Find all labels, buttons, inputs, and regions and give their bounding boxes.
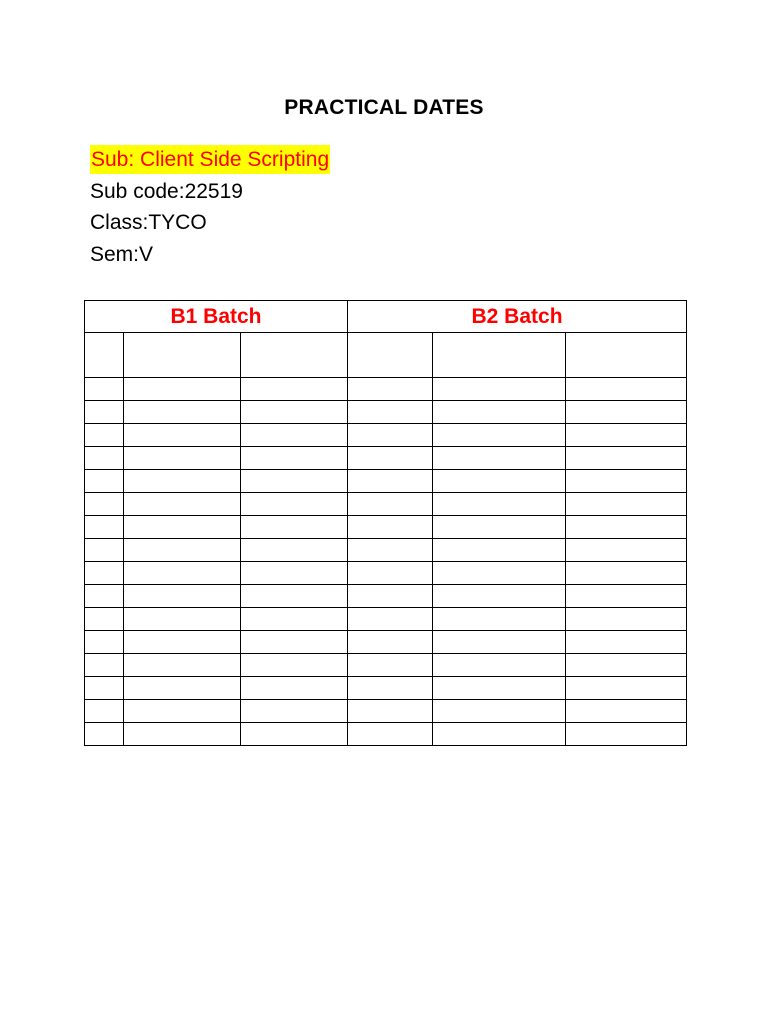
table-cell: [566, 677, 687, 700]
table-cell: [241, 585, 348, 608]
table-cell: [348, 378, 433, 401]
table-cell: [124, 333, 241, 378]
table-cell: [241, 516, 348, 539]
table-cell: [124, 677, 241, 700]
table-cell: [124, 401, 241, 424]
table-cell: [566, 585, 687, 608]
table-cell: [85, 378, 124, 401]
table-cell: [433, 493, 566, 516]
table-cell: [85, 585, 124, 608]
table-cell: [348, 539, 433, 562]
table-cell: [348, 585, 433, 608]
table-cell: [241, 447, 348, 470]
table-cell: [85, 401, 124, 424]
subject-code-line: Sub code:22519: [90, 179, 243, 203]
table-cell: [241, 424, 348, 447]
table-cell: [566, 631, 687, 654]
table-cell: [433, 333, 566, 378]
batch-header-row: [85, 301, 687, 333]
table-cell: [433, 470, 566, 493]
table-cell: [348, 723, 433, 746]
subject-line-wrapper: [90, 144, 330, 176]
table-cell: [433, 608, 566, 631]
table-cell: [566, 493, 687, 516]
table-cell: [85, 539, 124, 562]
table-cell: [241, 723, 348, 746]
table-cell: [124, 493, 241, 516]
sub-header-row: [85, 333, 687, 378]
table-cell: [124, 608, 241, 631]
table-cell: [241, 401, 348, 424]
table-cell: [433, 424, 566, 447]
table-cell: [566, 700, 687, 723]
table-cell: [85, 562, 124, 585]
table-cell: [433, 654, 566, 677]
table-cell: [124, 631, 241, 654]
table-cell: [566, 447, 687, 470]
table-cell: [566, 401, 687, 424]
table-cell: [241, 608, 348, 631]
table-cell: [241, 631, 348, 654]
table-cell: [566, 562, 687, 585]
table-cell: [566, 516, 687, 539]
table-cell: [566, 424, 687, 447]
table-cell: [433, 516, 566, 539]
table-cell: [124, 378, 241, 401]
table-cell: [124, 723, 241, 746]
table-cell: [348, 470, 433, 493]
table-row: [85, 539, 687, 562]
table-cell: [348, 424, 433, 447]
table-cell: [348, 447, 433, 470]
table-cell: [566, 470, 687, 493]
table-cell: [566, 333, 687, 378]
table-row: [85, 654, 687, 677]
table-cell: [433, 723, 566, 746]
table-cell: [348, 654, 433, 677]
table-cell: [433, 401, 566, 424]
table-row: [85, 677, 687, 700]
table-cell: [124, 539, 241, 562]
table-row: [85, 424, 687, 447]
table-cell: [566, 378, 687, 401]
table-cell: [348, 608, 433, 631]
table-cell: [348, 677, 433, 700]
table-row: [85, 401, 687, 424]
table-row: [85, 470, 687, 493]
table-cell: [85, 493, 124, 516]
class-line: Class:TYCO: [90, 211, 207, 234]
table-cell: [348, 493, 433, 516]
table-cell: [124, 447, 241, 470]
table-row: [85, 723, 687, 746]
table-row: [85, 493, 687, 516]
table-cell: [348, 562, 433, 585]
table-cell: [566, 654, 687, 677]
table-cell: [433, 378, 566, 401]
table-cell: [241, 378, 348, 401]
table-row: [85, 631, 687, 654]
table-cell: [241, 539, 348, 562]
table-row: [85, 447, 687, 470]
table-cell: [348, 333, 433, 378]
table-cell: [241, 700, 348, 723]
page-title: PRACTICAL DATES: [284, 96, 484, 119]
table-cell: [433, 631, 566, 654]
table-cell: [124, 654, 241, 677]
table-row: [85, 378, 687, 401]
table-cell: [241, 333, 348, 378]
subject-line: Sub: Client Side Scripting: [90, 145, 330, 174]
table-cell: [566, 539, 687, 562]
table-cell: [85, 723, 124, 746]
table-body: [85, 333, 687, 746]
table-cell: [241, 677, 348, 700]
practical-dates-table: [84, 300, 687, 746]
table-cell: [348, 401, 433, 424]
table-cell: [348, 700, 433, 723]
table-cell: [124, 585, 241, 608]
table-cell: [124, 700, 241, 723]
semester-line: Sem:V: [90, 242, 154, 266]
table-cell: [85, 333, 124, 378]
table-row: [85, 608, 687, 631]
table-cell: [433, 677, 566, 700]
table-cell: [85, 608, 124, 631]
table-row: [85, 516, 687, 539]
table-cell: [124, 516, 241, 539]
table-cell: [124, 562, 241, 585]
table-row: [85, 700, 687, 723]
table-cell: [85, 677, 124, 700]
table-cell: [241, 470, 348, 493]
table-cell: [85, 470, 124, 493]
table-cell: [85, 700, 124, 723]
table-cell: [85, 516, 124, 539]
table-cell: [433, 562, 566, 585]
table-row: [85, 562, 687, 585]
table-cell: [124, 470, 241, 493]
table-cell: [433, 700, 566, 723]
table-cell: [566, 723, 687, 746]
table-cell: [241, 654, 348, 677]
table-cell: [85, 424, 124, 447]
table-cell: [241, 562, 348, 585]
table-cell: [433, 447, 566, 470]
table-cell: [348, 516, 433, 539]
table-cell: [433, 539, 566, 562]
table-cell: [85, 654, 124, 677]
table-cell: [241, 493, 348, 516]
table-cell: [85, 447, 124, 470]
table-cell: [85, 631, 124, 654]
table-row: [85, 585, 687, 608]
info-block: [90, 144, 330, 270]
b2-batch-header: B2 Batch: [348, 301, 687, 333]
table-cell: [124, 424, 241, 447]
b1-batch-header: B1 Batch: [85, 301, 348, 333]
table-cell: [348, 631, 433, 654]
table-cell: [433, 585, 566, 608]
table-cell: [566, 608, 687, 631]
